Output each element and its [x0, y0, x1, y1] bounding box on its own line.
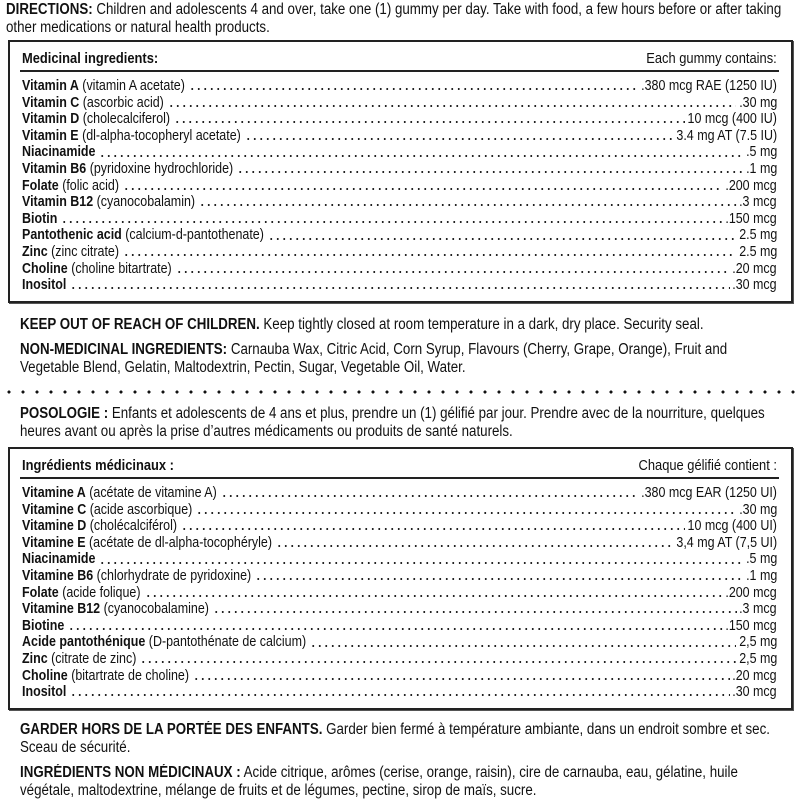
ingredient-source: (vitamin A acetate) — [78, 78, 185, 94]
ingredient-name-wrap — [22, 78, 185, 95]
ingredient-name-wrap — [22, 277, 66, 294]
ingredient-row — [22, 668, 777, 685]
ingredient-name-wrap — [22, 485, 217, 502]
ingredient-name-wrap — [22, 194, 195, 211]
ingredient-row — [22, 568, 777, 585]
dot-leader — [61, 221, 722, 223]
table-header-fr — [20, 457, 779, 479]
dot-leader — [168, 105, 736, 107]
ingredient-amount: .30 mcg — [732, 684, 777, 701]
ingredient-name-wrap — [22, 111, 170, 128]
directions-en-text: Children and adolescents 4 and over, take one (1) gummy per day. Take with food, a few hours before or after taking other medications or natural health products. — [6, 1, 782, 36]
ingredient-row — [22, 502, 777, 519]
ingredient-name: Vitamin D — [22, 111, 80, 128]
ingredient-name: Folate — [22, 177, 59, 194]
ingredient-source: (chlorhydrate de pyridoxine) — [93, 567, 252, 584]
ingredient-source: (cholecalciferol) — [79, 111, 171, 128]
ingredient-name: Vitamine E — [22, 534, 86, 551]
ingredient-row — [22, 211, 777, 228]
dot-leader — [140, 661, 736, 663]
dot-leader — [237, 171, 743, 173]
table-header-right-en: Each gummy contains: — [646, 50, 777, 67]
ingredient-row — [22, 518, 777, 535]
ingredient-amount: .200 mcg — [725, 584, 777, 601]
ingredient-row — [22, 601, 777, 618]
ingredient-name: Choline — [22, 260, 68, 277]
ingredient-name-wrap — [22, 161, 233, 178]
ingredient-name-wrap — [22, 227, 264, 244]
dot-leader — [310, 645, 736, 647]
ingredient-row — [22, 585, 777, 602]
dot-leader — [181, 528, 685, 530]
ingredient-name: Niacinamide — [22, 144, 96, 161]
ingredient-source: (dl-alpha-tocopheryl acetate) — [78, 127, 241, 144]
non-medicinal-fr-label: INGRÉDIENTS NON MÉDICINAUX : — [20, 764, 241, 781]
ingredient-amount: .20 mcg — [732, 260, 777, 277]
dot-leader — [123, 188, 723, 190]
ingredient-source: (choline bitartrate) — [67, 260, 172, 277]
dot-leader — [199, 204, 737, 206]
non-medicinal-en-label: NON-MEDICINAL INGREDIENTS: — [20, 341, 228, 358]
ingredient-amount: .150 mcg — [725, 617, 777, 634]
ingredient-amount: .30 mg — [738, 94, 777, 111]
ingredient-name-wrap — [22, 128, 241, 145]
ingredient-source: (zinc citrate) — [47, 243, 120, 260]
dot-leader — [70, 694, 729, 696]
ingredient-name: Vitamin A — [22, 78, 79, 94]
ingredient-name-wrap — [22, 618, 64, 635]
ingredient-amount: 3.4 mg AT (7.5 IU) — [676, 127, 777, 144]
ingredient-amount: 2.5 mg — [738, 227, 777, 244]
medicinal-ingredients-table-en — [8, 40, 793, 303]
dot-leader — [174, 121, 684, 123]
dot-leader — [196, 512, 736, 514]
ingredient-amount: .380 mcg RAE (1250 IU) — [641, 78, 777, 94]
ingredient-row — [22, 277, 777, 294]
ingredient-name-wrap — [22, 95, 164, 112]
ingredient-amount: .1 mg — [745, 160, 777, 177]
ingredient-name-wrap — [22, 502, 192, 519]
ingredient-row — [22, 634, 777, 651]
dot-leader — [189, 88, 638, 90]
ingredient-name: Zinc — [22, 650, 48, 667]
ingredient-row — [22, 551, 777, 568]
ingredient-source: (acide folique) — [58, 584, 141, 601]
ingredient-row — [22, 78, 777, 95]
warning-en — [20, 316, 785, 334]
ingredient-name: Biotine — [22, 617, 65, 634]
table-header-left-fr: Ingrédients médicinaux : — [22, 457, 174, 474]
dot-leader — [268, 238, 736, 240]
ingredient-amount: .20 mcg — [732, 667, 777, 684]
dot-leader — [176, 271, 730, 273]
ingredient-name-wrap — [22, 244, 119, 261]
ingredient-name-wrap — [22, 634, 306, 651]
ingredient-source: (bitartrate de choline) — [67, 667, 190, 684]
ingredient-name: Vitamin E — [22, 127, 79, 144]
ingredient-source: (cholécalciférol) — [86, 518, 178, 535]
ingredient-name: Zinc — [22, 243, 48, 260]
warning-en-text: Keep tightly closed at room temperature in a dark, dry place. Security seal. — [259, 316, 704, 333]
ingredient-amount: 10 mcg (400 IU) — [687, 111, 777, 128]
ingredient-row — [22, 244, 777, 261]
ingredient-row — [22, 651, 777, 668]
ingredient-name: Acide pantothénique — [22, 634, 146, 651]
medicinal-ingredients-table-fr — [8, 447, 793, 710]
ingredient-amount: 2.5 mg — [738, 243, 777, 260]
ingredient-name: Inositol — [22, 277, 67, 294]
ingredient-name-wrap — [22, 601, 209, 618]
table-header-en — [20, 50, 779, 72]
non-medicinal-fr — [20, 764, 785, 799]
directions-fr-text: Enfants et adolescents de 4 ans et plus, prendre un (1) gélifié par jour. Prendre avec de la nourriture, quelques heures avant ou après la prise d’autres médicaments ou produits de santé naturels. — [20, 405, 765, 440]
ingredient-amount: .30 mcg — [732, 277, 777, 294]
ingredient-row — [22, 227, 777, 244]
directions-fr-label: POSOLOGIE : — [20, 405, 109, 422]
dot-leader — [123, 254, 736, 256]
ingredient-rows-en — [22, 78, 777, 294]
ingredient-source: (citrate de zinc) — [47, 650, 137, 667]
ingredient-row — [22, 618, 777, 635]
ingredient-name: Vitamin B6 — [22, 160, 87, 177]
ingredient-source: (acétate de vitamine A) — [85, 485, 217, 501]
non-medicinal-fr-text: Acide citrique, arômes (cerise, orange, raisin), cire de carnauba, eau, gélatine, huile végétale, maltodextrine, mélange de fruits et de légumes, pectine, sirop de maïs, sucre. — [20, 764, 738, 799]
ingredient-name: Vitamin C — [22, 94, 80, 111]
dot-leader — [145, 595, 723, 597]
ingredient-amount: .5 mg — [745, 551, 777, 568]
ingredient-amount: .3 mcg — [739, 194, 777, 211]
ingredient-name: Vitamine B12 — [22, 601, 101, 618]
ingredient-name: Folate — [22, 584, 59, 601]
ingredient-amount: 2,5 mg — [738, 650, 777, 667]
ingredient-name-wrap — [22, 261, 172, 278]
ingredient-amount: .3 mcg — [739, 601, 777, 618]
dot-leader — [68, 628, 722, 630]
warning-fr-label: GARDER HORS DE LA PORTÉE DES ENFANTS. — [20, 721, 323, 738]
ingredient-name: Choline — [22, 667, 68, 684]
ingredient-name-wrap — [22, 668, 189, 685]
ingredient-name-wrap — [22, 178, 119, 195]
ingredient-name-wrap — [22, 684, 66, 701]
dot-leader — [221, 495, 638, 497]
ingredient-source: (ascorbic acid) — [79, 94, 164, 111]
ingredient-amount: .200 mcg — [725, 177, 777, 194]
dot-leader — [99, 562, 742, 564]
dot-leader — [213, 611, 737, 613]
ingredient-source: (pyridoxine hydrochloride) — [86, 160, 234, 177]
ingredient-row — [22, 194, 777, 211]
ingredient-source: (cyanocobalamine) — [100, 601, 209, 618]
ingredient-name-wrap — [22, 535, 272, 552]
ingredient-row — [22, 261, 777, 278]
ingredient-name-wrap — [22, 651, 136, 668]
directions-en-label: DIRECTIONS: — [6, 1, 93, 18]
ingredient-name: Vitamine B6 — [22, 567, 94, 584]
non-medicinal-en — [20, 341, 785, 376]
ingredient-row — [22, 95, 777, 112]
warning-en-label: KEEP OUT OF REACH OF CHILDREN. — [20, 316, 260, 333]
ingredient-name-wrap — [22, 144, 95, 161]
ingredient-name-wrap — [22, 585, 141, 602]
ingredient-name-wrap — [22, 551, 95, 568]
ingredient-amount: .380 mcg EAR (1250 UI) — [641, 485, 777, 501]
ingredient-name: Inositol — [22, 684, 67, 701]
ingredient-amount: 2,5 mg — [738, 634, 777, 651]
ingredient-source: (calcium-d-pantothenate) — [121, 227, 264, 244]
ingredient-amount: .1 mg — [745, 567, 777, 584]
dot-leader — [276, 545, 673, 547]
ingredient-amount: .5 mg — [745, 144, 777, 161]
warning-fr — [20, 721, 785, 756]
table-header-left-en: Medicinal ingredients: — [22, 50, 159, 67]
ingredient-row — [22, 161, 777, 178]
ingredient-row — [22, 485, 777, 502]
ingredient-name-wrap — [22, 568, 251, 585]
ingredient-row — [22, 178, 777, 195]
ingredient-row — [22, 684, 777, 701]
ingredient-source: (D-pantothénate de calcium) — [145, 634, 307, 651]
ingredient-source: (folic acid) — [58, 177, 120, 194]
ingredient-amount: 3,4 mg AT (7,5 UI) — [676, 534, 777, 551]
ingredient-row — [22, 111, 777, 128]
dot-leader — [245, 138, 673, 140]
ingredient-amount: .30 mg — [738, 501, 777, 518]
ingredient-name: Vitamine C — [22, 501, 87, 518]
non-medicinal-en-text: Carnauba Wax, Citric Acid, Corn Syrup, Flavours (Cherry, Grape, Orange), Fruit and Vegetable Blend, Gelatin, Maltodextrin, Pectin, Sugar, Vegetable Oil, Water. — [20, 341, 728, 376]
warning-fr-text: Garder bien fermé à température ambiante, dans un endroit sombre et sec. Sceau de sécurité. — [20, 721, 770, 756]
ingredient-name: Niacinamide — [22, 551, 96, 568]
dot-leader — [193, 678, 730, 680]
dot-leader — [99, 155, 742, 157]
dot-leader — [255, 578, 743, 580]
directions-en — [6, 1, 790, 36]
ingredient-name: Vitamine A — [22, 485, 86, 501]
ingredient-source: (acétate de dl-alpha-tocophéryle) — [85, 534, 273, 551]
directions-fr — [20, 405, 785, 440]
ingredient-row — [22, 535, 777, 552]
dot-leader — [70, 287, 729, 289]
ingredient-name-wrap — [22, 211, 57, 228]
table-header-right-fr: Chaque gélifié contient : — [638, 457, 777, 474]
ingredient-rows-fr — [22, 485, 777, 701]
ingredient-amount: 10 mcg (400 UI) — [687, 518, 777, 535]
ingredient-name: Vitamin B12 — [22, 194, 94, 211]
ingredient-name: Pantothenic acid — [22, 227, 122, 244]
ingredient-name: Biotin — [22, 210, 58, 227]
ingredient-amount: .150 mcg — [725, 210, 777, 227]
ingredient-name-wrap — [22, 518, 177, 535]
ingredient-row — [22, 144, 777, 161]
dotted-separator — [2, 390, 798, 394]
ingredient-name: Vitamine D — [22, 518, 87, 535]
ingredient-source: (acide ascorbique) — [86, 501, 193, 518]
ingredient-row — [22, 128, 777, 145]
ingredient-source: (cyanocobalamin) — [93, 194, 196, 211]
